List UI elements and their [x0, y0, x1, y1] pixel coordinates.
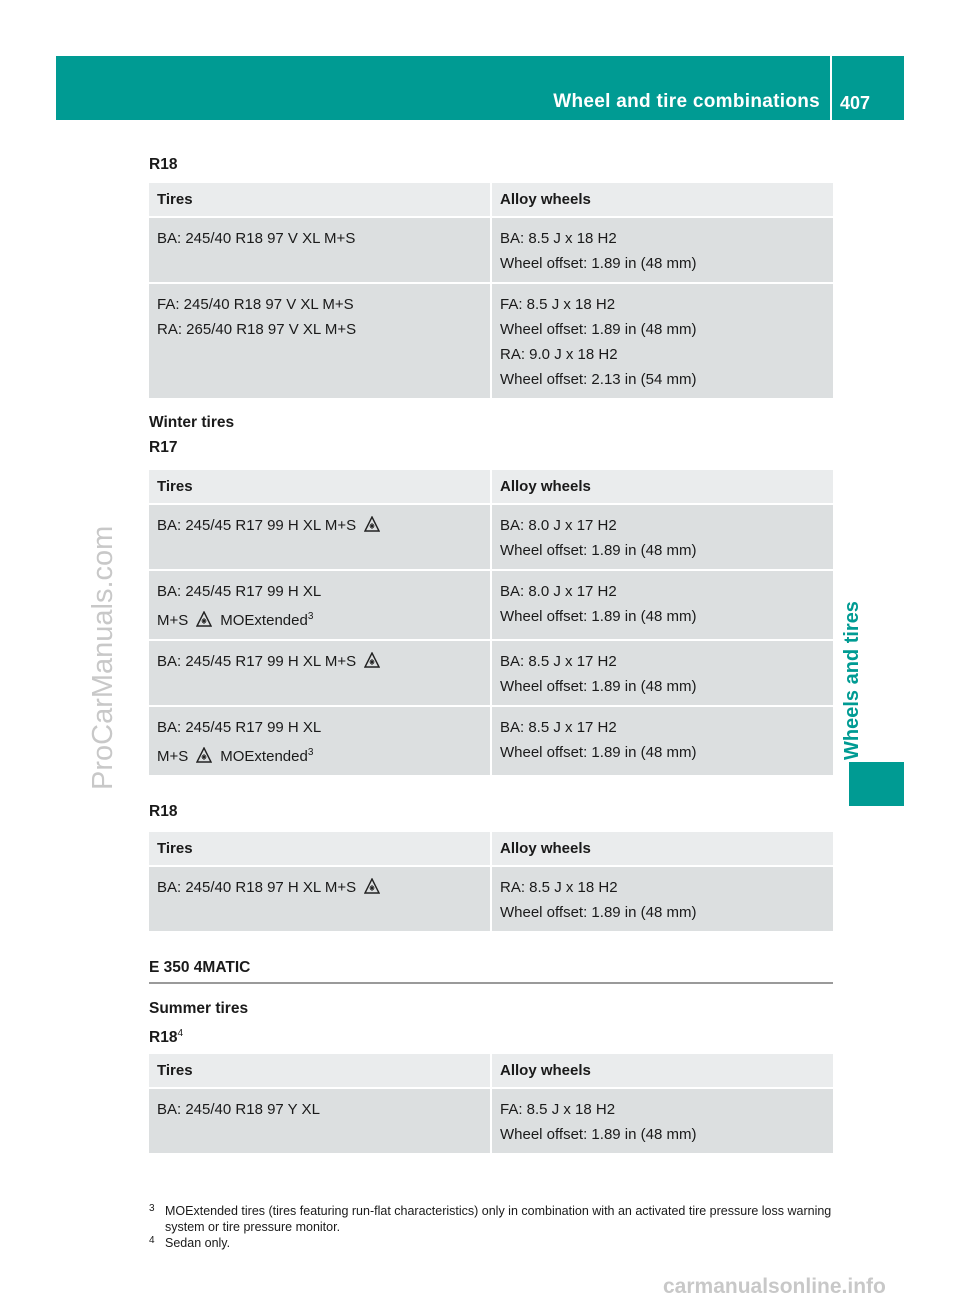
table-header-row	[149, 183, 833, 217]
wheel-offset: Wheel offset: 1.89 in (48 mm)	[500, 744, 697, 761]
wheel-offset: Wheel offset: 1.89 in (48 mm)	[500, 904, 697, 921]
page-number: 407	[840, 93, 871, 113]
wheel-spec: BA: 8.5 J x 17 H2	[500, 653, 617, 670]
tire-spec: RA: 265/40 R18 97 V XL M+S	[157, 321, 357, 338]
wheel-offset: Wheel offset: 1.89 in (48 mm)	[500, 321, 697, 338]
wheel-offset: Wheel offset: 1.89 in (48 mm)	[500, 1126, 697, 1143]
tire-table-r18-summer	[149, 183, 833, 400]
ms-label: M+S	[157, 612, 189, 629]
r18-summer-heading: $R18^4$	[149, 1028, 183, 1047]
wheel-spec: BA: 8.0 J x 17 H2	[500, 517, 617, 534]
page-content	[149, 152, 833, 1251]
col-wheels: Alloy wheels	[491, 1054, 833, 1088]
r17-heading: R17	[149, 439, 178, 456]
snowflake-mountain-icon	[196, 747, 212, 763]
col-wheels: Alloy wheels	[491, 470, 833, 504]
wheel-offset: Wheel offset: 1.89 in (48 mm)	[500, 255, 697, 272]
wheel-offset: Wheel offset: 2.13 in (54 mm)	[500, 371, 697, 388]
col-wheels: Alloy wheels	[491, 183, 833, 217]
tire-spec: BA: 245/40 R18 97 H XL M+S	[157, 879, 357, 896]
ms-label: M+S	[157, 748, 189, 765]
wheel-offset: Wheel offset: 1.89 in (48 mm)	[500, 542, 697, 559]
tire-spec: BA: 245/45 R17 99 H XL	[157, 583, 322, 600]
r18-heading: R18	[149, 156, 178, 173]
header-bar	[56, 56, 904, 120]
footnote: 3 MOExtended tires (tires featuring run-flat characteristics) only in combination with an activated tire pressure loss warning system or tire pressure monitor.	[149, 1203, 832, 1234]
wheel-spec: BA: 8.0 J x 17 H2	[500, 583, 617, 600]
wheel-spec: FA: 8.5 J x 18 H2	[500, 296, 616, 313]
table-row	[149, 217, 833, 283]
wheel-offset: Wheel offset: 1.89 in (48 mm)	[500, 608, 697, 625]
table-header-row	[149, 1054, 833, 1088]
wheel-spec: FA: 8.5 J x 18 H2	[500, 1101, 616, 1118]
tire-table-e350-r18	[149, 1054, 833, 1155]
footnotes	[149, 1203, 833, 1251]
moextended-label: MOExtended	[220, 748, 308, 765]
wheel-spec: RA: 9.0 J x 18 H2	[500, 346, 618, 363]
tire-table-r17-winter	[149, 470, 833, 777]
tire-spec: BA: 245/40 R18 97 V XL M+S	[157, 230, 356, 247]
table-row: BA: 245/45 R17 99 H XL M+S MOExtended$^3$ BA: 8.5 J x 17 H2 Wheel offset: 1.89 in (48 mm)	[149, 706, 833, 776]
wheel-offset: Wheel offset: 1.89 in (48 mm)	[500, 678, 697, 695]
col-wheels: Alloy wheels	[491, 832, 833, 866]
table-row: BA: 245/45 R17 99 H XL M+S MOExtended$^3$ BA: 8.0 J x 17 H2 Wheel offset: 1.89 in (48 mm)	[149, 570, 833, 640]
r18-winter-heading: R18	[149, 803, 178, 820]
footnote: 4 Sedan only.	[149, 1235, 231, 1250]
chapter-tab-marker	[849, 762, 904, 806]
tire-spec: BA: 245/40 R18 97 Y XL	[157, 1101, 320, 1118]
wheel-spec: BA: 8.5 J x 18 H2	[500, 230, 617, 247]
winter-tires-heading: Winter tires	[149, 414, 235, 431]
table-row	[149, 640, 833, 706]
snowflake-mountain-icon	[196, 611, 212, 627]
col-tires: Tires	[149, 183, 491, 217]
moextended-label: MOExtended	[220, 612, 308, 629]
snowflake-mountain-icon	[364, 516, 380, 532]
section-title: Wheel and tire combinations	[553, 91, 820, 112]
col-tires: Tires	[149, 832, 491, 866]
table-header-row	[149, 832, 833, 866]
wheel-spec: RA: 8.5 J x 18 H2	[500, 879, 618, 896]
header-divider	[830, 56, 832, 120]
tire-table-r18-winter	[149, 832, 833, 933]
col-tires: Tires	[149, 470, 491, 504]
tire-spec: BA: 245/45 R17 99 H XL	[157, 719, 322, 736]
table-header-row	[149, 470, 833, 504]
chapter-tab-label: Wheels and tires	[841, 601, 863, 760]
watermark-bottom: carmanualsonline.info	[663, 1275, 886, 1298]
table-row	[149, 283, 833, 399]
tire-spec: BA: 245/45 R17 99 H XL M+S	[157, 653, 357, 670]
watermark-side: ProCarManuals.com	[87, 525, 119, 790]
summer-tires-heading: Summer tires	[149, 1000, 249, 1017]
model-section-heading: E 350 4MATIC	[149, 955, 833, 984]
col-tires: Tires	[149, 1054, 491, 1088]
table-row	[149, 866, 833, 932]
snowflake-mountain-icon	[364, 652, 380, 668]
snowflake-mountain-icon	[364, 878, 380, 894]
table-row	[149, 504, 833, 570]
table-row	[149, 1088, 833, 1154]
wheel-spec: BA: 8.5 J x 17 H2	[500, 719, 617, 736]
tire-spec: FA: 245/40 R18 97 V XL M+S	[157, 296, 354, 313]
tire-spec: BA: 245/45 R17 99 H XL M+S	[157, 517, 357, 534]
